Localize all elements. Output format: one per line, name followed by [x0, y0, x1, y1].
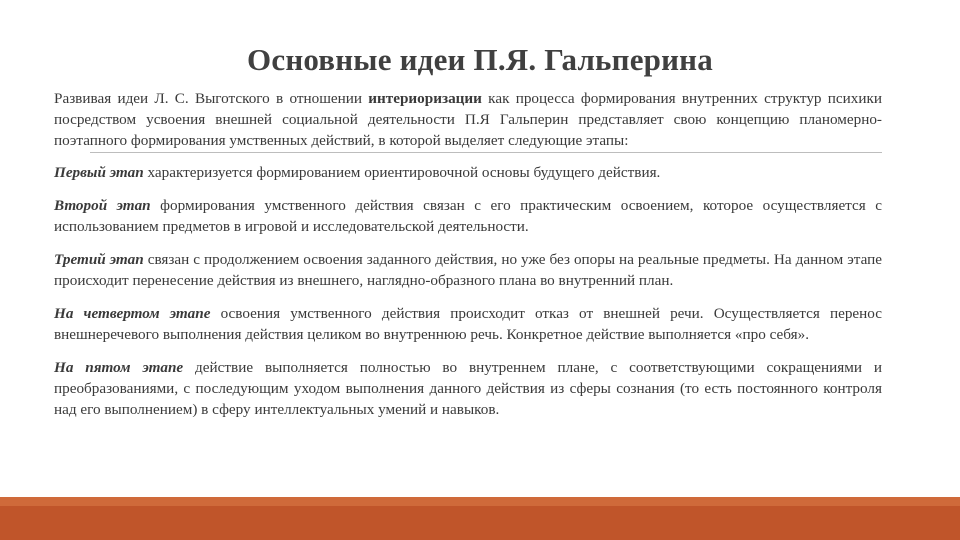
stage-1-text: характеризуется формированием ориентировочной основы будущего действия.	[143, 164, 661, 181]
intro-keyword: интериоризации	[368, 90, 482, 107]
stage-4-lead: На четвертом этапе	[54, 305, 211, 322]
intro-paragraph	[54, 88, 882, 151]
intro-text-before: Развивая идеи Л. С. Выготского в отношении	[54, 90, 369, 107]
stage-3-lead: Третий этап	[54, 251, 144, 268]
stage-3-text: связан с продолжением освоения заданного действия, но уже без опоры на реальные предметы. На данном этапе происходит перенесение действия из внешнего, наглядно-образного плана во внутренний план.	[54, 251, 882, 289]
footer-band-top	[0, 497, 960, 506]
stage-2-lead: Второй этап	[54, 197, 151, 214]
stage-2-text: формирования умственного действия связан с его практическим освоением, которое осуществляется с использованием предметов в игровой и исследовательской деятельности.	[54, 197, 882, 235]
stage-5-lead: На пятом этапе	[54, 359, 184, 376]
stage-paragraph-5	[54, 357, 882, 420]
footer-band	[0, 506, 960, 540]
stage-4-text: освоения умственного действия происходит отказ от внешней речи. Осуществляется перенос внешнеречевого выполнения действия целиком во внутреннюю речь. Конкретное действие выполняется «про себя».	[54, 305, 882, 343]
stage-paragraph-2	[54, 195, 882, 237]
stage-paragraph-4	[54, 303, 882, 345]
stage-paragraph-3	[54, 249, 882, 291]
stage-1-lead: Первый этап	[54, 164, 144, 181]
stage-5-text: действие выполняется полностью во внутреннем плане, с соответствующими сокращениями и преобразованиями, с последующим уходом выполнения данного действия из сферы сознания (то есть постоянного контроля над его выполнением) в сферу интеллектуальных умений и навыков.	[54, 359, 882, 418]
intro-text-after: как процесса формирования внутренних структур психики посредством усвоения внешней социальной деятельности П.Я Гальперин представляет свою концепцию планомерно-поэтапного формирования умственных действий, в которой выделяет следующие этапы:	[54, 90, 882, 149]
slide-title: Основные идеи П.Я. Гальперина	[247, 42, 713, 77]
stage-paragraph-1	[54, 162, 882, 183]
slide-body	[54, 88, 882, 432]
